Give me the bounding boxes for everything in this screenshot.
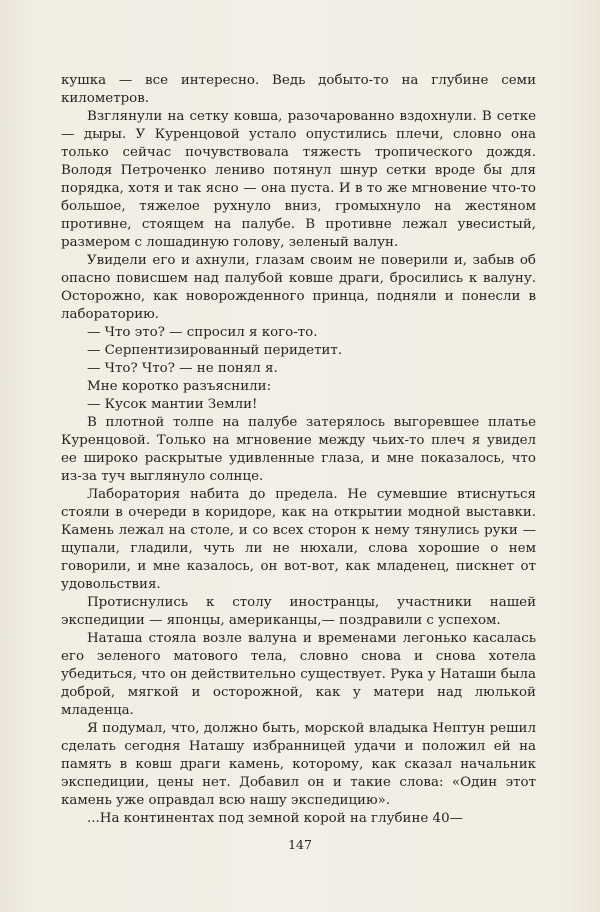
page-number: 147: [288, 837, 312, 852]
paragraph-2: Взглянули на сетку ковша, разочарованно вздохнули. В сетке — дыры. У Куренцовой устало опустились плечи, словно она только сейчас почувствовала тяжесть тропического дождя. Володя Петроченко лениво потянул шнур сетки вроде бы для порядка, хотя и так ясно — она пуста. И в то же мгновение что-то большое, тяжелое рухнуло вниз, громыхнуло на жестяном противне, стоящем на палубе. В противне лежал увесистый, размером с лошадиную голову, зеленый валун.: [61, 109, 536, 250]
paragraph-14: ...На континентах под земной корой на глубине 40—: [87, 811, 463, 826]
paragraph-12: Наташа стояла возле валуна и временами легонько касалась его зеленого матового тела, словно снова и снова хотела убедиться, что он действительно существует. Рука у Наташи была доброй, мягкой и осторожной, как у матери над люлькой младенца.: [61, 631, 536, 718]
paragraph-9: В плотной толпе на палубе затерялось выгоревшее платье Куренцовой. Только на мгновение между чьих-то плеч я увидел ее широко раскрытые удивленные глаза, и мне показалось, что из-за туч выглянуло солнце.: [61, 415, 536, 484]
paragraph-11: Протиснулись к столу иностранцы, участники нашей экспедиции — японцы, американцы,— поздравили с успехом.: [61, 595, 536, 628]
paragraph-1: кушка — все интересно. Ведь добыто-то на глубине семи километров.: [61, 73, 536, 106]
paragraph-3: Увидели его и ахнули, глазам своим не поверили и, забыв об опасно повисшем над палубой ковше драги, бросились к валуну. Осторожно, как новорожденного принца, подняли и понесли в лабораторию.: [61, 253, 536, 322]
paragraph-8: — Кусок мантии Земли!: [87, 397, 258, 412]
paragraph-10: Лаборатория набита до предела. Не сумевшие втиснуться стояли в очереди в коридоре, как на открытии модной выставки. Камень лежал на столе, и со всех сторон к нему тянулись руки — щупали, гладили, чуть ли не нюхали, слова хорошие о нем говорили, и мне казалось, он вот-вот, как младенец, пискнет от удовольствия.: [61, 487, 536, 592]
paragraph-4: — Что это? — спросил я кого-то.: [87, 325, 318, 340]
body-text: [61, 72, 536, 828]
paragraph-7: Мне коротко разъяснили:: [87, 379, 272, 394]
paragraph-6: — Что? Что? — не понял я.: [87, 361, 278, 376]
paragraph-13: Я подумал, что, должно быть, морской владыка Нептун решил сделать сегодня Наташу избранницей удачи и положил ей на память в ковш драги камень, которому, как сказал начальник экспедиции, цены нет. Добавил он и такие слова: «Один этот камень уже оправдал всю нашу экспедицию».: [61, 721, 536, 808]
paragraph-5: — Серпентизированный перидетит.: [87, 343, 343, 358]
